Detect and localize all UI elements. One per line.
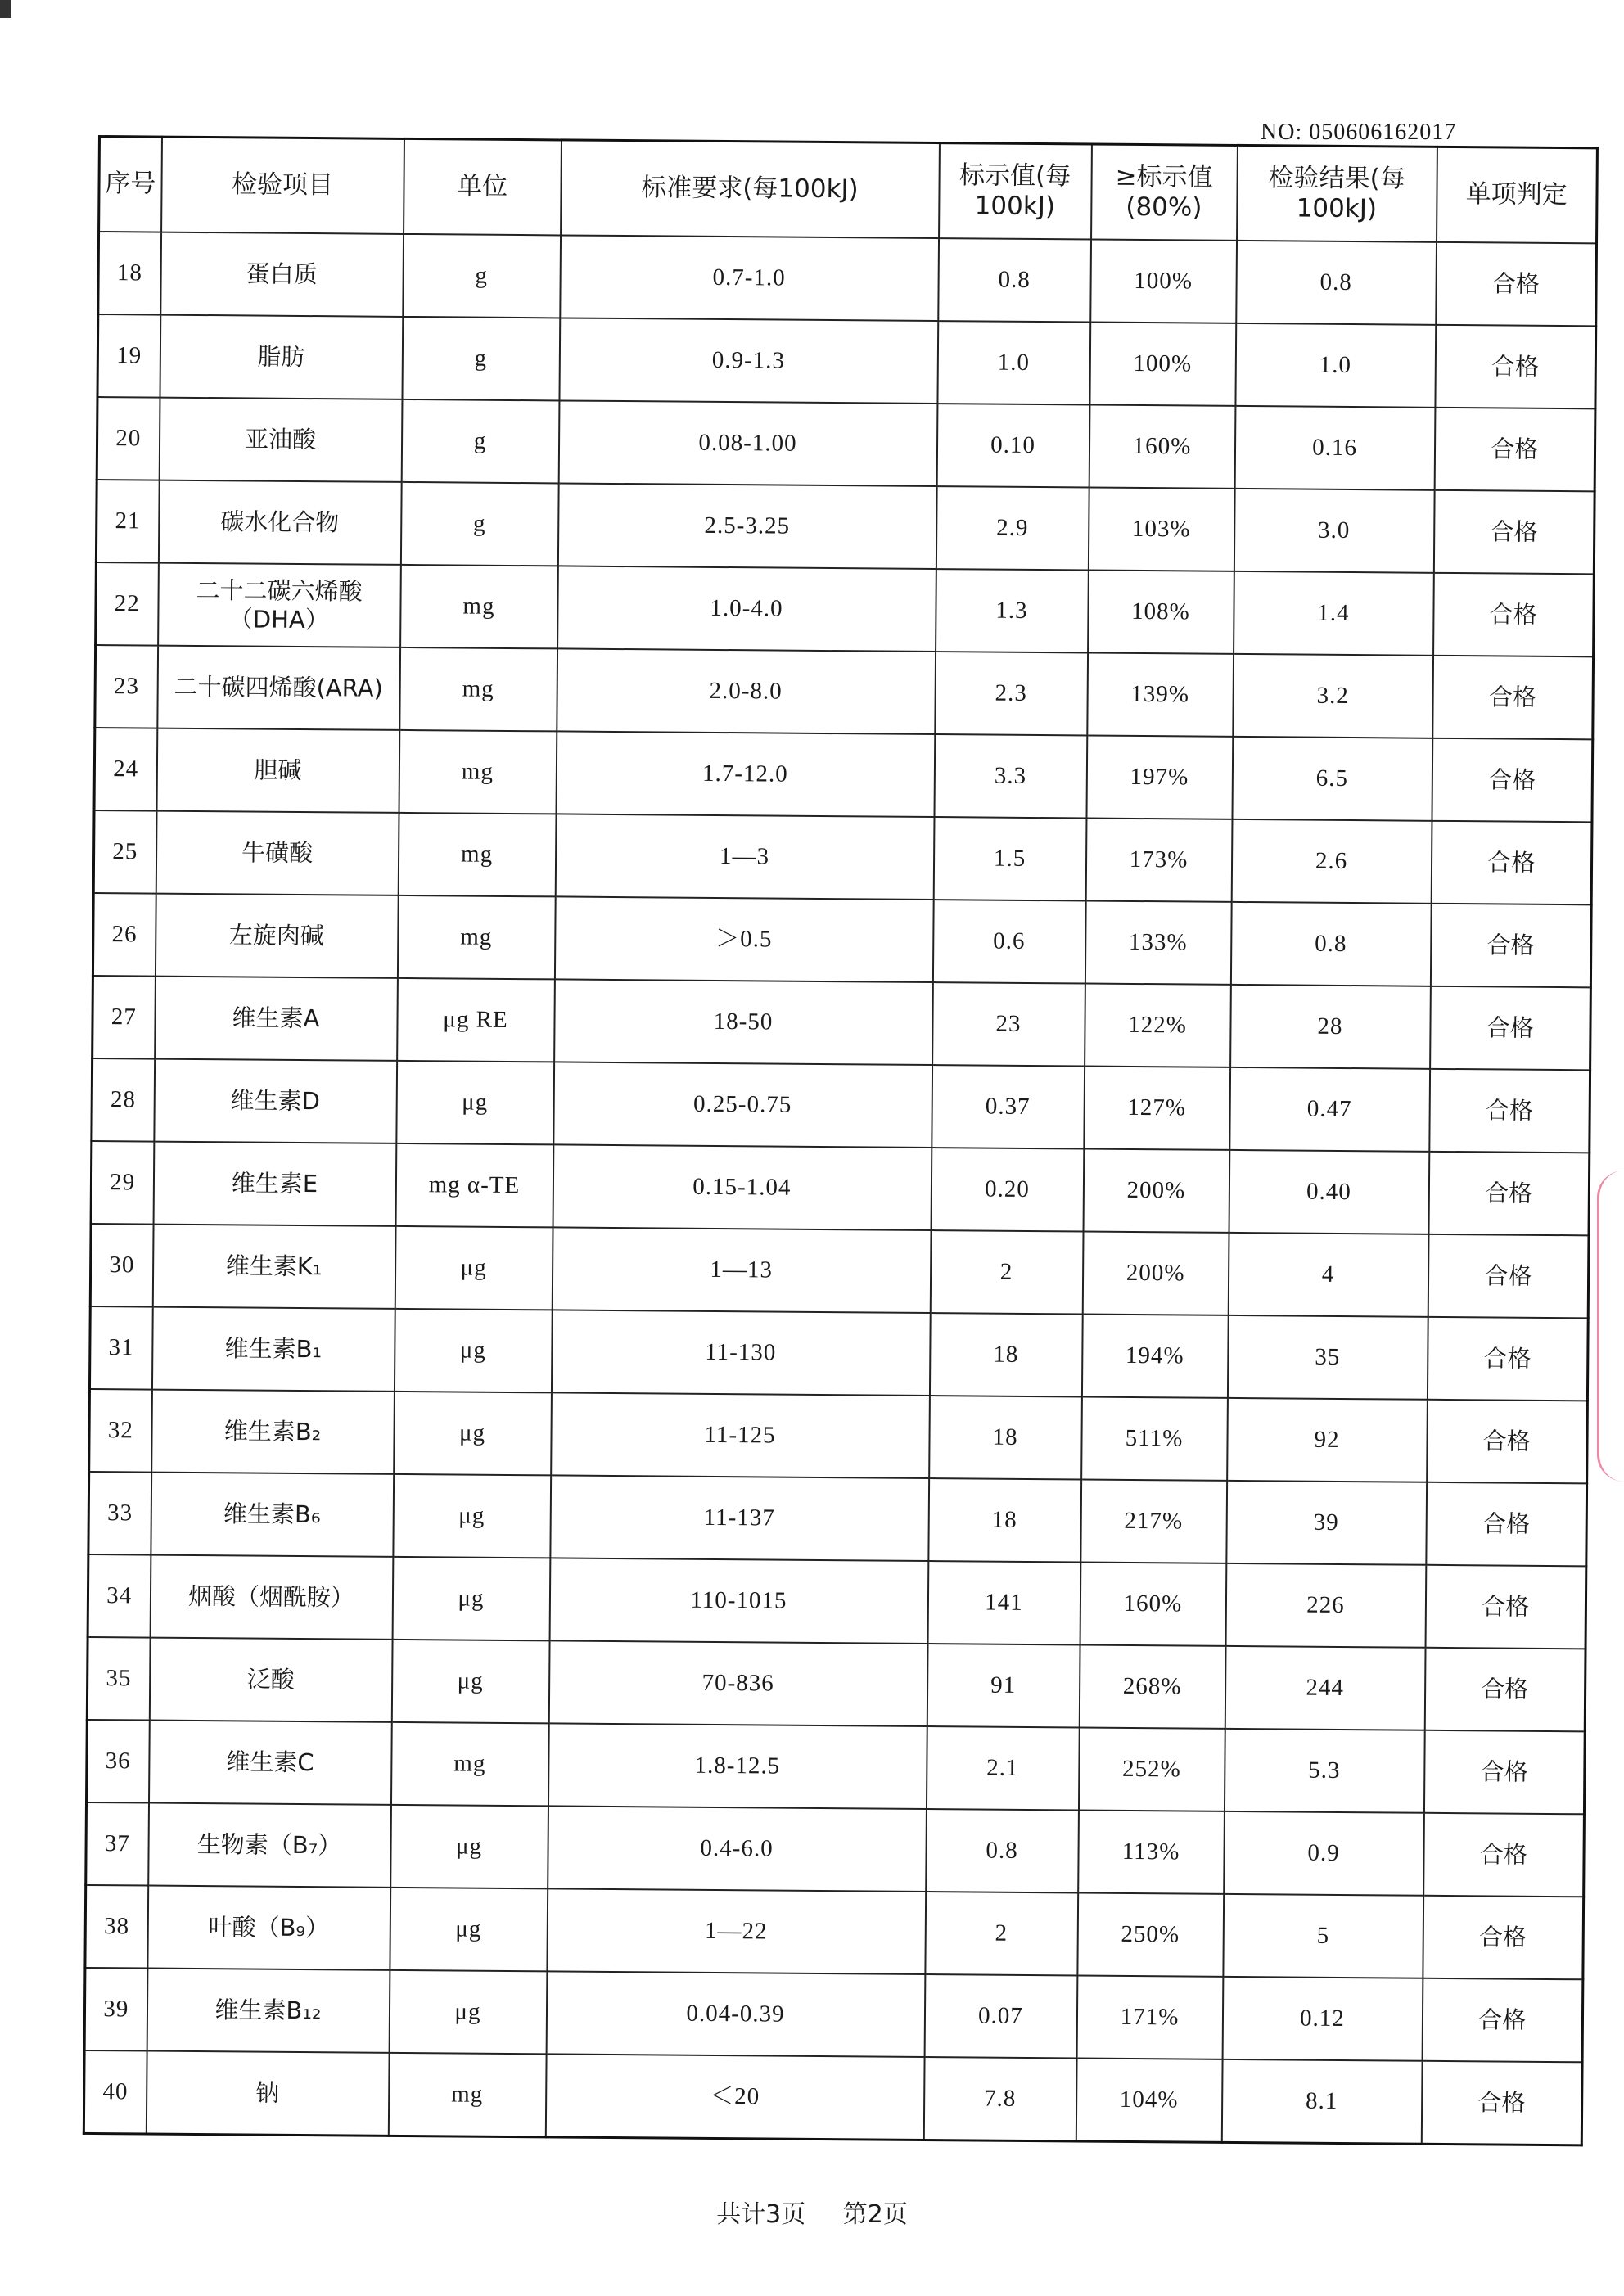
- cell-unit: μg: [395, 1226, 553, 1310]
- cell-labeled-percent: 133%: [1085, 901, 1231, 985]
- cell-no: 35: [87, 1637, 150, 1721]
- cell-verdict: 合格: [1434, 408, 1595, 492]
- table-row: [96, 480, 1595, 574]
- cell-item: 维生素B₁: [151, 1307, 395, 1392]
- cell-labeled-value: 1.5: [933, 817, 1086, 900]
- cell-item: 叶酸（B₉）: [147, 1886, 390, 1970]
- cell-labeled-percent: 268%: [1079, 1644, 1225, 1728]
- table-row: [97, 397, 1595, 491]
- cell-labeled-percent: 511%: [1081, 1396, 1228, 1480]
- cell-test-result: 3.2: [1233, 654, 1433, 738]
- cell-labeled-percent: 200%: [1082, 1231, 1229, 1315]
- cell-test-result: 0.16: [1234, 406, 1435, 490]
- cell-item: 烟酸（烟酰胺）: [150, 1555, 393, 1640]
- cell-unit: μg: [390, 1805, 548, 1889]
- table-row: [92, 893, 1591, 987]
- table-row: [97, 314, 1596, 408]
- cell-verdict: 合格: [1432, 656, 1594, 740]
- cell-labeled-value: 18: [929, 1313, 1082, 1396]
- cell-item: 维生素B₂: [151, 1390, 395, 1474]
- inspection-table-container: [83, 135, 1596, 2146]
- cell-item: 生物素（B₇）: [148, 1803, 391, 1888]
- cell-item: 二十二碳六烯酸（DHA）: [158, 563, 401, 647]
- cell-labeled-value: 0.20: [931, 1148, 1084, 1231]
- cell-unit: mg: [398, 813, 556, 897]
- cell-no: 33: [88, 1472, 151, 1555]
- cell-verdict: 合格: [1423, 1730, 1585, 1815]
- cell-unit: μg RE: [397, 978, 555, 1062]
- table-row: [90, 1224, 1589, 1318]
- cell-item: 维生素K₁: [152, 1225, 395, 1309]
- cell-item: 维生素C: [148, 1721, 391, 1805]
- cell-unit: μg: [392, 1557, 550, 1641]
- cell-no: 23: [95, 645, 158, 728]
- cell-standard: 1.0-4.0: [557, 566, 936, 652]
- cell-no: 32: [89, 1389, 152, 1473]
- cell-test-result: 39: [1226, 1481, 1427, 1565]
- cell-labeled-value: 141: [927, 1561, 1080, 1644]
- cell-standard: 0.15-1.04: [553, 1144, 932, 1230]
- cell-verdict: 合格: [1428, 1152, 1590, 1236]
- cell-no: 21: [96, 480, 159, 563]
- table-header-row: [99, 137, 1598, 244]
- cell-test-result: 5.3: [1224, 1729, 1424, 1813]
- cell-unit: μg: [389, 1970, 547, 2055]
- cell-labeled-value: 0.8: [926, 1809, 1079, 1892]
- inspection-results-table: [83, 135, 1599, 2146]
- header-labeled-percent: ≥标示值(80%): [1091, 144, 1238, 241]
- cell-no: 25: [93, 810, 156, 894]
- cell-item: 亚油酸: [159, 398, 402, 482]
- cell-no: 28: [92, 1058, 155, 1142]
- table-row: [88, 1472, 1587, 1566]
- table-row: [87, 1720, 1586, 1814]
- cell-standard: 1—13: [552, 1227, 931, 1313]
- report-number: NO: 050606162017: [1261, 120, 1457, 145]
- cell-item: 维生素A: [155, 977, 398, 1061]
- cell-no: 40: [83, 2050, 147, 2134]
- red-stamp-fragment: [1597, 1171, 1624, 1482]
- cell-verdict: 合格: [1429, 1069, 1590, 1153]
- cell-labeled-percent: 103%: [1088, 488, 1234, 571]
- header-unit: 单位: [404, 138, 562, 235]
- cell-item: 钠: [146, 2051, 389, 2136]
- table-row: [89, 1389, 1588, 1483]
- cell-standard: 0.25-0.75: [553, 1062, 932, 1148]
- cell-standard: 1—3: [555, 814, 934, 900]
- cell-item: 碳水化合物: [158, 480, 401, 565]
- cell-labeled-percent: 200%: [1083, 1148, 1229, 1232]
- cell-no: 34: [88, 1554, 151, 1638]
- table-row: [96, 562, 1595, 656]
- cell-unit: μg: [396, 1061, 554, 1145]
- cell-test-result: 0.9: [1224, 1811, 1424, 1896]
- cell-labeled-percent: 194%: [1081, 1314, 1228, 1397]
- cell-test-result: 2.6: [1231, 819, 1432, 904]
- cell-test-result: 226: [1225, 1563, 1426, 1648]
- cell-no: 22: [96, 562, 159, 646]
- cell-no: 26: [92, 893, 156, 977]
- table-row: [84, 1968, 1583, 2062]
- cell-unit: mg: [397, 895, 555, 980]
- cell-no: 30: [90, 1224, 153, 1307]
- cell-item: 维生素E: [153, 1142, 396, 1226]
- cell-verdict: 合格: [1430, 986, 1591, 1071]
- cell-verdict: 合格: [1428, 1234, 1589, 1319]
- cell-unit: mg: [390, 1722, 548, 1807]
- cell-test-result: 5: [1223, 1894, 1423, 1978]
- cell-labeled-percent: 139%: [1087, 653, 1234, 737]
- cell-item: 脂肪: [160, 315, 403, 399]
- table-row: [94, 728, 1593, 822]
- cell-standard: 2.0-8.0: [557, 648, 936, 734]
- cell-labeled-value: 18: [928, 1478, 1081, 1562]
- cell-labeled-value: 2.3: [935, 652, 1088, 735]
- header-verdict: 单项判定: [1437, 147, 1598, 243]
- cell-unit: g: [401, 399, 559, 484]
- header-standard: 标准要求(每100kJ): [561, 140, 940, 238]
- cell-labeled-value: 0.37: [932, 1065, 1085, 1148]
- cell-labeled-value: 2.1: [926, 1726, 1079, 1810]
- cell-test-result: 1.0: [1235, 323, 1436, 408]
- cell-item: 维生素B₆: [151, 1473, 394, 1557]
- cell-no: 37: [86, 1802, 149, 1886]
- cell-unit: μg: [394, 1309, 552, 1393]
- cell-standard: 11-125: [551, 1392, 930, 1478]
- cell-no: 29: [91, 1141, 154, 1225]
- table-row: [85, 1885, 1584, 1979]
- cell-test-result: 4: [1228, 1233, 1428, 1317]
- cell-unit: g: [403, 234, 561, 318]
- cell-no: 36: [87, 1720, 150, 1803]
- cell-test-result: 0.40: [1229, 1150, 1429, 1234]
- header-test-result: 检验结果(每100kJ): [1237, 145, 1437, 241]
- cell-labeled-percent: 171%: [1076, 1975, 1223, 2059]
- table-row: [87, 1637, 1586, 1731]
- cell-labeled-percent: 250%: [1077, 1892, 1224, 1976]
- table-row: [95, 645, 1594, 739]
- cell-labeled-value: 0.10: [936, 404, 1089, 487]
- cell-verdict: 合格: [1433, 490, 1595, 575]
- cell-unit: μg: [393, 1474, 551, 1558]
- table-row: [92, 976, 1591, 1070]
- cell-unit: mg: [388, 2053, 546, 2137]
- cell-verdict: 合格: [1435, 325, 1596, 409]
- cell-labeled-percent: 100%: [1090, 240, 1237, 323]
- cell-labeled-percent: 197%: [1086, 736, 1233, 819]
- cell-unit: μg: [391, 1640, 549, 1724]
- cell-standard: 1.8-12.5: [548, 1723, 927, 1809]
- cell-item: 泛酸: [149, 1638, 392, 1722]
- cell-standard: 2.5-3.25: [557, 483, 936, 569]
- cell-labeled-percent: 122%: [1085, 983, 1231, 1067]
- cell-verdict: 合格: [1433, 573, 1595, 657]
- cell-standard: 0.08-1.00: [558, 400, 937, 486]
- cell-no: 31: [89, 1306, 152, 1390]
- table-row: [89, 1306, 1588, 1401]
- cell-labeled-value: 18: [929, 1396, 1082, 1479]
- cell-labeled-value: 2: [925, 1892, 1078, 1975]
- cell-standard: 0.4-6.0: [548, 1806, 927, 1892]
- cell-labeled-value: 0.8: [938, 238, 1091, 322]
- cell-standard: 0.04-0.39: [546, 1971, 925, 2057]
- cell-labeled-percent: 173%: [1085, 819, 1232, 902]
- cell-labeled-value: 2: [930, 1230, 1083, 1314]
- cell-no: 20: [97, 397, 160, 480]
- cell-item: 牛磺酸: [156, 811, 399, 895]
- cell-item: 维生素D: [154, 1059, 397, 1143]
- cell-standard: 11-137: [550, 1475, 929, 1561]
- cell-labeled-percent: 100%: [1089, 323, 1236, 406]
- cell-labeled-percent: 113%: [1078, 1810, 1225, 1893]
- cell-verdict: 合格: [1436, 242, 1597, 327]
- table-row: [83, 2050, 1582, 2145]
- cell-standard: ＜20: [545, 2054, 924, 2140]
- cell-standard: 0.7-1.0: [560, 235, 939, 321]
- table-row: [93, 810, 1592, 904]
- cell-verdict: 合格: [1423, 1896, 1584, 1980]
- cell-labeled-value: 0.07: [924, 1974, 1077, 2058]
- cell-no: 38: [85, 1885, 148, 1969]
- total-pages: 共计3页: [716, 2200, 806, 2229]
- cell-item: 左旋肉碱: [155, 894, 398, 978]
- cell-test-result: 3.0: [1234, 489, 1434, 573]
- current-page: 第2页: [842, 2200, 908, 2229]
- cell-labeled-value: 1.0: [937, 321, 1090, 404]
- cell-unit: mg α-TE: [395, 1143, 553, 1228]
- cell-no: 24: [94, 728, 157, 811]
- cell-no: 18: [98, 232, 161, 315]
- cell-unit: μg: [394, 1392, 552, 1476]
- cell-verdict: 合格: [1421, 2061, 1582, 2145]
- cell-verdict: 合格: [1424, 1648, 1586, 1732]
- cell-verdict: 合格: [1425, 1565, 1586, 1649]
- cell-verdict: 合格: [1432, 738, 1593, 823]
- cell-standard: 18-50: [554, 979, 933, 1065]
- page-footer: [0, 2194, 1624, 2230]
- cell-test-result: 92: [1227, 1398, 1428, 1482]
- table-row: [86, 1802, 1585, 1897]
- cell-labeled-value: 3.3: [934, 734, 1087, 818]
- cell-unit: mg: [400, 565, 558, 649]
- cell-verdict: 合格: [1426, 1482, 1587, 1567]
- cell-item: 二十碳四烯酸(ARA): [157, 646, 400, 730]
- cell-labeled-percent: 252%: [1078, 1727, 1225, 1811]
- cell-verdict: 合格: [1427, 1317, 1588, 1401]
- cell-test-result: 28: [1230, 985, 1431, 1069]
- header-labeled-value: 标示值(每100kJ): [939, 143, 1092, 240]
- cell-item: 胆碱: [156, 728, 399, 813]
- cell-test-result: 35: [1227, 1315, 1428, 1400]
- cell-item: 蛋白质: [160, 232, 404, 317]
- cell-standard: 110-1015: [549, 1558, 928, 1644]
- table-row: [98, 232, 1597, 326]
- cell-unit: g: [402, 317, 560, 401]
- cell-test-result: 0.12: [1222, 1977, 1423, 2061]
- cell-labeled-percent: 127%: [1084, 1066, 1230, 1149]
- cell-labeled-value: 1.3: [936, 569, 1089, 652]
- table-body: [83, 232, 1596, 2145]
- cell-labeled-percent: 108%: [1088, 571, 1234, 654]
- cell-labeled-value: 91: [927, 1644, 1080, 1727]
- cell-no: 39: [84, 1968, 147, 2051]
- cell-labeled-value: 2.9: [936, 486, 1089, 570]
- cell-labeled-value: 0.6: [932, 900, 1085, 983]
- cell-labeled-value: 7.8: [923, 2057, 1076, 2141]
- cell-unit: mg: [399, 647, 557, 732]
- table-row: [88, 1554, 1586, 1649]
- cell-verdict: 合格: [1427, 1400, 1588, 1484]
- cell-standard: 0.9-1.3: [559, 318, 938, 404]
- cell-test-result: 0.8: [1236, 241, 1437, 325]
- cell-test-result: 1.4: [1234, 571, 1434, 656]
- cell-unit: g: [400, 482, 558, 566]
- cell-no: 19: [97, 314, 160, 398]
- cell-labeled-percent: 160%: [1089, 405, 1235, 489]
- cell-labeled-percent: 104%: [1076, 2058, 1222, 2142]
- header-no: 序号: [99, 137, 162, 232]
- cell-unit: mg: [399, 730, 557, 814]
- cell-verdict: 合格: [1422, 1978, 1583, 2063]
- cell-standard: 70-836: [548, 1640, 927, 1726]
- cell-test-result: 0.8: [1230, 902, 1431, 986]
- cell-test-result: 8.1: [1221, 2059, 1422, 2144]
- cell-item: 维生素B₁₂: [147, 1969, 390, 2053]
- cell-verdict: 合格: [1430, 904, 1591, 988]
- cell-labeled-value: 23: [932, 982, 1085, 1066]
- cell-verdict: 合格: [1423, 1813, 1585, 1897]
- table-row: [91, 1141, 1590, 1235]
- cell-unit: μg: [390, 1888, 548, 1972]
- scan-corner-mark: [0, 0, 11, 18]
- cell-standard: 1—22: [547, 1888, 926, 1974]
- cell-no: 27: [92, 976, 156, 1059]
- cell-standard: ＞0.5: [554, 896, 933, 982]
- cell-test-result: 0.47: [1229, 1067, 1430, 1152]
- header-item: 检验项目: [161, 137, 404, 234]
- cell-test-result: 6.5: [1232, 737, 1432, 821]
- table-row: [92, 1058, 1590, 1153]
- cell-labeled-percent: 160%: [1080, 1562, 1226, 1645]
- cell-verdict: 合格: [1431, 821, 1592, 905]
- cell-standard: 1.7-12.0: [556, 731, 935, 817]
- cell-standard: 11-130: [551, 1310, 930, 1396]
- cell-test-result: 244: [1225, 1646, 1425, 1730]
- cell-labeled-percent: 217%: [1080, 1479, 1227, 1563]
